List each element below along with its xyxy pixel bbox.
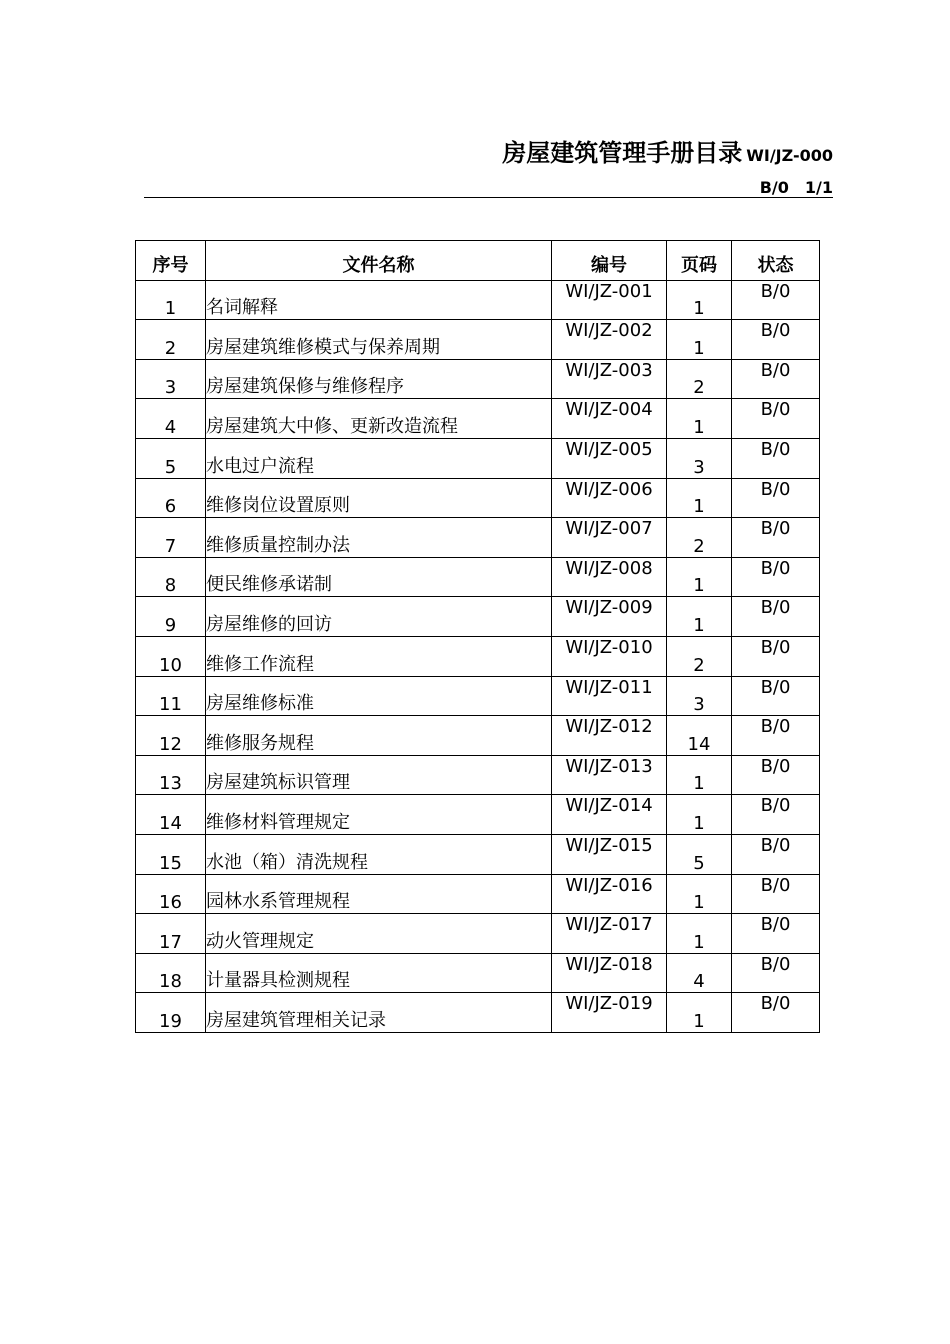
file-name: 计量器具检测规程 — [206, 953, 552, 993]
table-row — [136, 914, 820, 954]
status-value: B/0 — [732, 597, 820, 637]
row-number: 1 — [136, 280, 206, 320]
document-code: WI/JZ-000 — [746, 146, 833, 165]
file-name: 房屋建筑大中修、更新改造流程 — [206, 399, 552, 439]
status-value: B/0 — [732, 993, 820, 1033]
column-header-name: 文件名称 — [206, 241, 552, 281]
row-number: 2 — [136, 320, 206, 360]
file-name: 维修工作流程 — [206, 636, 552, 676]
status-value: B/0 — [732, 676, 820, 716]
table-row — [136, 359, 820, 399]
file-name: 房屋建筑标识管理 — [206, 755, 552, 795]
table-row — [136, 557, 820, 597]
row-number: 11 — [136, 676, 206, 716]
status-value: B/0 — [732, 280, 820, 320]
table-row — [136, 597, 820, 637]
file-name: 维修岗位设置原则 — [206, 478, 552, 518]
column-header-status: 状态 — [732, 241, 820, 281]
table-row — [136, 953, 820, 993]
status-value: B/0 — [732, 874, 820, 914]
page-count: 1 — [667, 280, 732, 320]
file-code: WI/JZ-013 — [552, 755, 667, 795]
file-code: WI/JZ-005 — [552, 438, 667, 478]
status-value: B/0 — [732, 914, 820, 954]
table-row — [136, 874, 820, 914]
table-row — [136, 716, 820, 756]
row-number: 6 — [136, 478, 206, 518]
table-row — [136, 280, 820, 320]
file-code: WI/JZ-012 — [552, 716, 667, 756]
row-number: 7 — [136, 518, 206, 558]
file-code: WI/JZ-014 — [552, 795, 667, 835]
table-row — [136, 399, 820, 439]
status-value: B/0 — [732, 716, 820, 756]
row-number: 9 — [136, 597, 206, 637]
page-count: 4 — [667, 953, 732, 993]
page-count: 14 — [667, 716, 732, 756]
page-count: 1 — [667, 557, 732, 597]
title-line — [145, 136, 833, 173]
file-code: WI/JZ-016 — [552, 874, 667, 914]
table-row — [136, 320, 820, 360]
file-code: WI/JZ-010 — [552, 636, 667, 676]
file-name: 名词解释 — [206, 280, 552, 320]
file-name: 维修服务规程 — [206, 716, 552, 756]
page-count: 1 — [667, 874, 732, 914]
status-value: B/0 — [732, 557, 820, 597]
status-value: B/0 — [732, 478, 820, 518]
file-code: WI/JZ-019 — [552, 993, 667, 1033]
page-count: 5 — [667, 834, 732, 874]
row-number: 4 — [136, 399, 206, 439]
column-header-pages: 页码 — [667, 241, 732, 281]
page-count: 1 — [667, 795, 732, 835]
table-row — [136, 676, 820, 716]
page-count: 1 — [667, 993, 732, 1033]
page-count: 1 — [667, 597, 732, 637]
row-number: 12 — [136, 716, 206, 756]
file-code: WI/JZ-004 — [552, 399, 667, 439]
row-number: 10 — [136, 636, 206, 676]
status-value: B/0 — [732, 399, 820, 439]
file-name: 维修质量控制办法 — [206, 518, 552, 558]
file-code: WI/JZ-007 — [552, 518, 667, 558]
row-number: 15 — [136, 834, 206, 874]
file-code: WI/JZ-017 — [552, 914, 667, 954]
file-code: WI/JZ-009 — [552, 597, 667, 637]
row-number: 5 — [136, 438, 206, 478]
file-name: 维修材料管理规定 — [206, 795, 552, 835]
status-value: B/0 — [732, 834, 820, 874]
page-count: 2 — [667, 518, 732, 558]
row-number: 13 — [136, 755, 206, 795]
page-count: 1 — [667, 478, 732, 518]
row-number: 18 — [136, 953, 206, 993]
page-count: 3 — [667, 438, 732, 478]
status-value: B/0 — [732, 518, 820, 558]
file-name: 房屋建筑管理相关记录 — [206, 993, 552, 1033]
file-code: WI/JZ-006 — [552, 478, 667, 518]
file-name: 便民维修承诺制 — [206, 557, 552, 597]
status-value: B/0 — [732, 320, 820, 360]
page-count: 2 — [667, 636, 732, 676]
document-header — [145, 136, 833, 199]
file-code: WI/JZ-015 — [552, 834, 667, 874]
file-code: WI/JZ-003 — [552, 359, 667, 399]
row-number: 17 — [136, 914, 206, 954]
file-name: 动火管理规定 — [206, 914, 552, 954]
page-count: 1 — [667, 320, 732, 360]
status-value: B/0 — [732, 359, 820, 399]
file-name: 房屋维修的回访 — [206, 597, 552, 637]
status-value: B/0 — [732, 438, 820, 478]
header-divider — [144, 197, 833, 198]
row-number: 14 — [136, 795, 206, 835]
page-count: 2 — [667, 359, 732, 399]
file-name: 园林水系管理规程 — [206, 874, 552, 914]
page-reference: 1/1 — [804, 178, 833, 197]
row-number: 8 — [136, 557, 206, 597]
file-name: 房屋维修标准 — [206, 676, 552, 716]
file-name: 水池（箱）清洗规程 — [206, 834, 552, 874]
table-body — [136, 280, 820, 1032]
page-count: 1 — [667, 755, 732, 795]
file-code: WI/JZ-008 — [552, 557, 667, 597]
file-code: WI/JZ-011 — [552, 676, 667, 716]
table-row — [136, 795, 820, 835]
row-number: 3 — [136, 359, 206, 399]
table-row — [136, 438, 820, 478]
file-name: 房屋建筑保修与维修程序 — [206, 359, 552, 399]
table-row — [136, 834, 820, 874]
row-number: 19 — [136, 993, 206, 1033]
file-code: WI/JZ-018 — [552, 953, 667, 993]
status-value: B/0 — [732, 953, 820, 993]
file-code: WI/JZ-002 — [552, 320, 667, 360]
status-value: B/0 — [732, 755, 820, 795]
table-row — [136, 636, 820, 676]
file-code: WI/JZ-001 — [552, 280, 667, 320]
table-row — [136, 478, 820, 518]
page-title: 房屋建筑管理手册目录 — [502, 139, 743, 167]
status-value: B/0 — [732, 636, 820, 676]
revision-line — [145, 177, 833, 199]
table-row — [136, 993, 820, 1033]
table-header-row — [136, 241, 820, 281]
column-header-no: 序号 — [136, 241, 206, 281]
page-count: 1 — [667, 914, 732, 954]
page-count: 3 — [667, 676, 732, 716]
file-name: 水电过户流程 — [206, 438, 552, 478]
revision-label: B/0 — [759, 178, 789, 197]
table-row — [136, 518, 820, 558]
column-header-code: 编号 — [552, 241, 667, 281]
contents-table — [135, 240, 820, 1033]
table-row — [136, 755, 820, 795]
row-number: 16 — [136, 874, 206, 914]
file-name: 房屋建筑维修模式与保养周期 — [206, 320, 552, 360]
status-value: B/0 — [732, 795, 820, 835]
page-count: 1 — [667, 399, 732, 439]
